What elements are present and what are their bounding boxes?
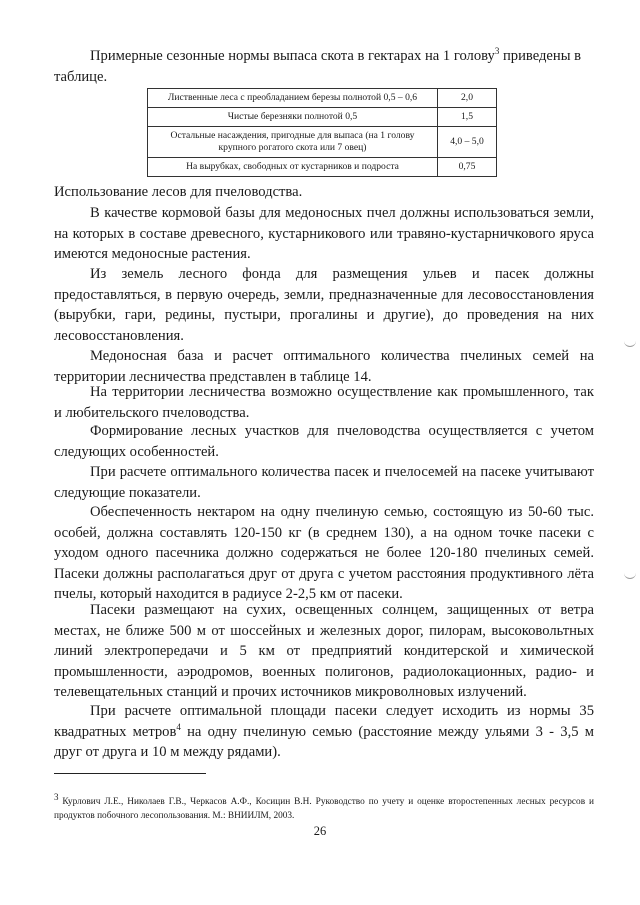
paragraph: Медоносная база и расчет оптимального количества пчелиных семей на территории лесничества представлен в таблице 14. [54, 348, 594, 385]
table-cell-label: Лиственные леса с преобладанием березы полнотой 0,5 – 0,6 [148, 89, 438, 108]
table-cell-label: На вырубках, свободных от кустарников и подроста [148, 158, 438, 177]
table-cell-label: Остальные насаждения, пригодные для выпаса (на 1 голову крупного рогатого скота или 7 овец) [148, 127, 438, 158]
table-cell-value: 2,0 [438, 89, 497, 108]
section-heading: Использование лесов для пчеловодства. [54, 184, 303, 200]
paragraph [54, 701, 594, 763]
footnote [54, 792, 594, 823]
paragraph: При расчете оптимального количества пасек и пчелосемей на пасеке учитывают следующие показатели. [54, 464, 594, 501]
intro-text-end: приведены в таблице. [54, 48, 582, 85]
footnote-divider [54, 773, 206, 774]
intro-text: Примерные сезонные нормы выпаса скота в гектарах на 1 голову [90, 48, 495, 64]
table-row [148, 158, 497, 177]
intro-paragraph [54, 46, 594, 87]
footnote-ref-4: 4 [176, 721, 181, 732]
footnote-mark: 3 [54, 792, 59, 803]
paragraph: В качестве кормовой базы для медоносных пчел должны использоваться земли, на которых в составе древесного, кустарникового или травяно-кустарничкового яруса имеются медоносные растения. [54, 205, 594, 262]
table-cell-value: 4,0 – 5,0 [438, 127, 497, 158]
scan-artifact [624, 340, 636, 347]
paragraph: Из земель лесного фонда для размещения ульев и пасек должны предоставляться, в первую очередь, земли, предназначенные для лесовосстановления (вырубки, гари, редины, пустыри, прогалины и другие), до проведения на них лесовосстановления. [54, 266, 594, 344]
page-number: 26 [313, 824, 327, 838]
footnote-ref-3: 3 [494, 46, 500, 57]
table-cell-label: Чистые березняки полнотой 0,5 [148, 108, 438, 127]
paragraph-text: При расчете оптимальной площади пасеки следует исходить из нормы 35 квадратных метров [54, 703, 594, 740]
footnote-text: Курлович Л.Е., Николаев Г.В., Черкасов А.Ф., Косицин В.Н. Руководство по учету и оценке второстепенных лесных ресурсов и продуктов побочного лесопользования. М.: ВНИИЛМ, 2003. [54, 797, 594, 822]
grazing-norms-table [147, 88, 497, 177]
table-row [148, 108, 497, 127]
paragraph: Формирование лесных участков для пчеловодства осуществляется с учетом следующих особенностей. [54, 423, 594, 460]
paragraph: Пасеки размещают на сухих, освещенных солнцем, защищенных от ветра местах, не ближе 500 м от шоссейных и железных дорог, пилорам, высоковольтных линий электропередачи и 5 км от предприятий кондитерской и химической промышленности, аэродромов, военных полигонов, радиолокационных, радио- и телевещательных станций и прочих источников микроволновых излучений. [54, 602, 594, 700]
paragraph: На территории лесничества возможно осуществление как промышленного, так и любительского пчеловодства. [54, 384, 594, 421]
scan-artifact [624, 572, 636, 579]
table-row [148, 127, 497, 158]
table-cell-value: 0,75 [438, 158, 497, 177]
table-cell-value: 1,5 [438, 108, 497, 127]
table-row [148, 89, 497, 108]
paragraph-text-end: на одну пчелиную семью (расстояние между ульями 3 - 3,5 м друг от друга и 10 м между рядами). [54, 723, 594, 760]
paragraph: Обеспеченность нектаром на одну пчелиную семью, состоящую из 50-60 тыс. особей, должна составлять 120-150 кг (в среднем 130), а на одном точке пасеки с уходом одного пасечника должно содержаться не более 120-180 пчелиных семей. Пасеки должны располагаться друг от друга с учетом расстояния продуктивного лёта пчелы, который находится в радиусе 2-2,5 км от пасеки. [54, 504, 594, 602]
